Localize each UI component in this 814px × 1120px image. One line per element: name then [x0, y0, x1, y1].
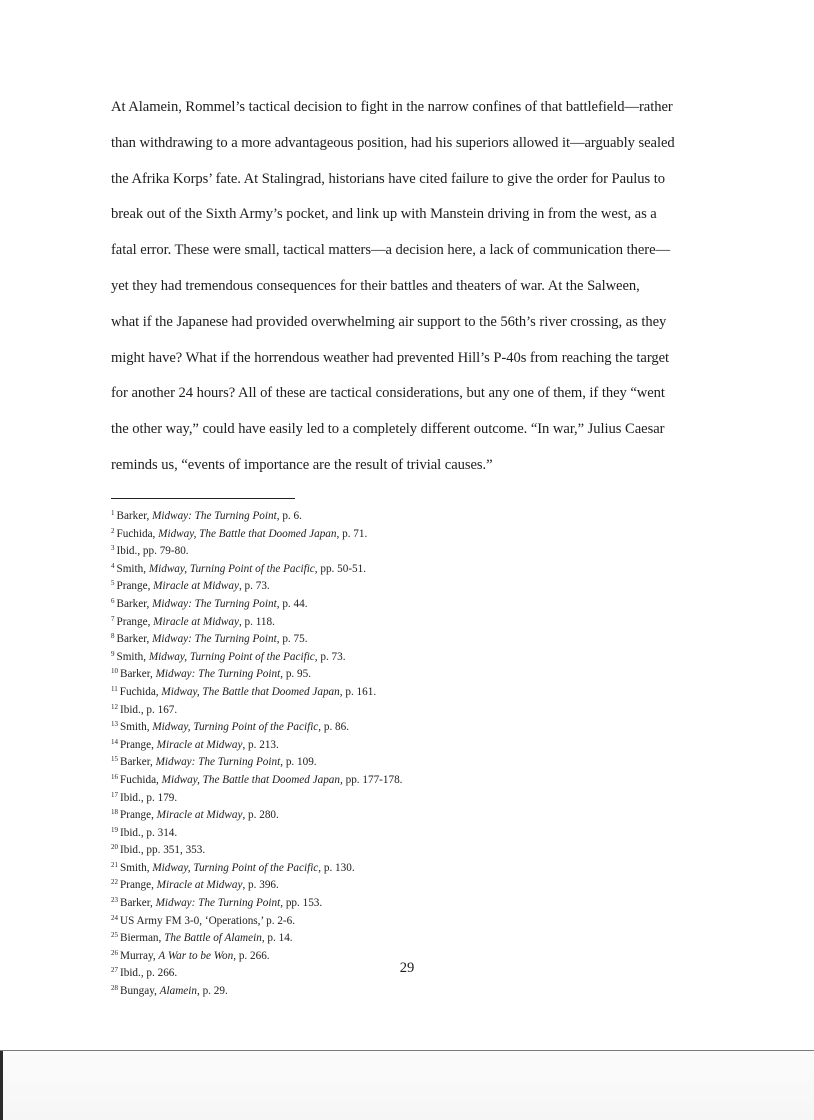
footnote-number: 7 [111, 614, 115, 623]
footnote-author: Barker, [120, 897, 156, 910]
footnote-pages: pp. 177-178. [342, 773, 403, 786]
footnote-title: The Battle of Alamein [164, 932, 262, 945]
footnote-title: Midway: The Turning Point [152, 597, 277, 610]
footnote-number: 3 [111, 544, 115, 553]
footnote-pages: , p. 75. [276, 633, 308, 646]
footnote-author: Smith, [116, 650, 149, 663]
body-paragraph [111, 90, 711, 484]
footnote-number: 26 [111, 948, 118, 957]
footnote-pages: p. 161. [342, 685, 377, 698]
footnote-item [111, 541, 631, 559]
footnote-item [111, 506, 631, 524]
footnote-title: Midway, Turning Point of the Pacific [152, 721, 319, 734]
footnote-title: Midway, The Battle that Doomed Japan, [161, 773, 343, 786]
footnote-item [111, 805, 631, 823]
footnote-item [111, 647, 631, 665]
footnote-author: Barker, [116, 510, 153, 522]
footnote-title: A War to be Won [158, 949, 234, 962]
footnote-number: 20 [111, 843, 118, 852]
footnote-author: US Army FM 3-0, ‘Operations,’ p. 2-6. [120, 914, 296, 927]
footnote-author: Barker, [116, 597, 153, 610]
footnote-item [111, 664, 631, 682]
footnote-item [111, 524, 631, 542]
footnote-item [111, 893, 631, 911]
footnote-author: Barker, [120, 756, 156, 769]
footnote-item [111, 612, 631, 630]
scan-left-edge [0, 1051, 3, 1120]
footnote-pages: , p. 86. [318, 721, 350, 734]
footnote-pages: , p. 95. [280, 668, 311, 681]
footnote-author: Murray, [120, 949, 159, 962]
footnote-pages: p. 71. [339, 527, 368, 540]
footnote-list [111, 506, 631, 999]
footnote-item [111, 981, 631, 999]
footnote-number: 21 [111, 860, 118, 869]
footnote-author: Fuchida, [119, 685, 162, 698]
footnote-number: 19 [111, 825, 118, 834]
footnote-title: Alamein [159, 985, 197, 998]
footnote-title: Midway: The Turning Point [155, 668, 281, 681]
footnote-author: Prange, [120, 738, 157, 751]
footnote-item [111, 682, 631, 700]
footnote-author: Ibid., pp. 79-80. [116, 545, 189, 558]
footnote-author: Smith, [120, 721, 153, 734]
body-line: reminds us, “events of importance are the result of trivial causes.” [111, 456, 493, 473]
body-line: than withdrawing to a more advantageous position, had his superiors allowed it—arguably sealed [111, 134, 675, 151]
body-line: At Alamein, Rommel’s tactical decision to fight in the narrow confines of that battlefield—rather [111, 99, 673, 115]
footnote-author: Prange, [116, 580, 154, 593]
footnote-title: Miracle at Midway [156, 879, 243, 892]
footnote-author: Smith, [116, 562, 149, 575]
footnote-number: 14 [111, 737, 118, 746]
footnote-pages: , p. 29. [196, 985, 228, 998]
footnote-number: 5 [111, 579, 115, 588]
footnote-number: 27 [111, 966, 118, 975]
scan-margin [0, 1051, 814, 1120]
footnote-pages: , p. 109. [280, 756, 317, 769]
footnote-title: Midway, Turning Point of the Pacific [152, 861, 319, 874]
footnote-author: Ibid., p. 314. [120, 826, 178, 839]
footnote-item [111, 629, 631, 647]
footnote-pages: , p. 396. [242, 879, 279, 892]
footnote-separator [111, 498, 295, 499]
footnote-author: Barker, [120, 668, 156, 681]
footnote-item [111, 875, 631, 893]
footnote-author: Barker, [116, 633, 153, 646]
footnote-item [111, 700, 631, 718]
footnote-pages: , pp. 50-51. [314, 562, 367, 575]
footnote-number: 28 [111, 984, 118, 993]
footnote-title: Midway: The Turning Point [155, 897, 281, 910]
footnote-pages: , p. 73. [238, 580, 270, 593]
footnote-pages: , p. 280. [242, 809, 279, 822]
footnote-pages: , p. 44. [276, 597, 308, 610]
footnote-item [111, 911, 631, 929]
body-line: what if the Japanese had provided overwhelming air support to the 56th’s river crossing, as they [111, 313, 667, 330]
footnote-number: 22 [111, 878, 118, 887]
footnote-title: Midway, Turning Point of the Pacific [148, 562, 315, 575]
footnote-item [111, 752, 631, 770]
footnote-number: 25 [111, 931, 118, 940]
footnote-pages: , p. 266. [233, 949, 270, 962]
footnote-number: 16 [111, 772, 118, 781]
page-number: 29 [399, 960, 415, 976]
footnote-pages: , p. 73. [314, 650, 346, 663]
footnote-title: Miracle at Midway [153, 580, 239, 593]
footnote-author: Bierman, [120, 932, 165, 945]
body-line: yet they had tremendous consequences for their battles and theaters of war. At the Salween, [111, 277, 640, 294]
footnote-number: 8 [111, 632, 115, 641]
footnote-title: Midway, The Battle that Doomed Japan, [158, 527, 340, 540]
body-line: fatal error. These were small, tactical matters—a decision here, a lack of communication there— [111, 242, 671, 259]
footnote-item [111, 840, 631, 858]
footnote-title: Midway: The Turning Point [152, 510, 277, 522]
footnote-item [111, 788, 631, 806]
footnote-title: Midway, Turning Point of the Pacific [148, 650, 315, 663]
footnote-pages: , p. 213. [242, 738, 279, 751]
footnote-number: 4 [111, 561, 115, 570]
footnote-author: Smith, [120, 861, 153, 874]
footnote-item [111, 823, 631, 841]
footnote-author: Ibid., p. 179. [120, 791, 178, 804]
footnote-title: Midway: The Turning Point [155, 756, 281, 769]
body-line: the Afrika Korps’ fate. At Stalingrad, historians have cited failure to give the order for Paulus to [111, 170, 666, 187]
body-line: the other way,” could have easily led to a completely different outcome. “In war,” Julius Caesar [111, 421, 665, 438]
footnote-number: 9 [111, 649, 115, 658]
footnote-number: 1 [111, 509, 115, 517]
footnote-number: 12 [111, 702, 118, 711]
footnote-author: Fuchida, [116, 527, 159, 540]
footnote-number: 17 [111, 790, 118, 799]
footnote-item [111, 717, 631, 735]
footnote-item [111, 594, 631, 612]
footnote-title: Midway: The Turning Point [152, 633, 277, 646]
footnote-author: Ibid., p. 167. [120, 703, 178, 716]
footnote-author: Fuchida, [120, 773, 162, 786]
footnote-title: Miracle at Midway [153, 615, 239, 628]
footnote-number: 6 [111, 596, 115, 605]
footnote-pages: , p. 118. [238, 615, 275, 628]
footnote-author: Prange, [120, 809, 157, 822]
footnote-number: 11 [111, 684, 118, 693]
footnote-number: 10 [111, 667, 118, 676]
footnote-author: Prange, [120, 879, 157, 892]
footnote-number: 23 [111, 896, 118, 905]
footnote-number: 24 [111, 913, 118, 922]
footnote-pages: , p. 130. [318, 861, 355, 874]
footnote-title: Midway, The Battle that Doomed Japan, [161, 685, 343, 698]
footnote-number: 15 [111, 755, 118, 764]
footnote-item [111, 559, 631, 577]
footnote-author: Prange, [116, 615, 154, 628]
body-line: break out of the Sixth Army’s pocket, and link up with Manstein driving in from the west, as a [111, 206, 657, 223]
body-line: might have? What if the horrendous weather had prevented Hill’s P-40s from reaching the target [111, 349, 670, 366]
footnote-number: 2 [111, 526, 115, 535]
footnote-number: 13 [111, 720, 118, 729]
footnote-item [111, 770, 631, 788]
footnote-author: Ibid., pp. 351, 353. [120, 844, 206, 857]
footnote-item [111, 928, 631, 946]
footnote-item [111, 576, 631, 594]
footnote-pages: , p. 14. [261, 932, 293, 945]
footnote-item [111, 858, 631, 876]
footnote-item [111, 735, 631, 753]
footnote-pages: , pp. 153. [280, 897, 323, 910]
body-line: for another 24 hours? All of these are tactical considerations, but any one of them, if they “went [111, 385, 665, 402]
footnote-author: Ibid., p. 266. [120, 967, 178, 980]
footnote-pages: , p. 6. [276, 510, 302, 522]
footnote-title: Miracle at Midway [156, 738, 243, 751]
footnote-title: Miracle at Midway [156, 809, 243, 822]
footnote-author: Bungay, [120, 985, 160, 998]
footnote-number: 18 [111, 808, 118, 817]
